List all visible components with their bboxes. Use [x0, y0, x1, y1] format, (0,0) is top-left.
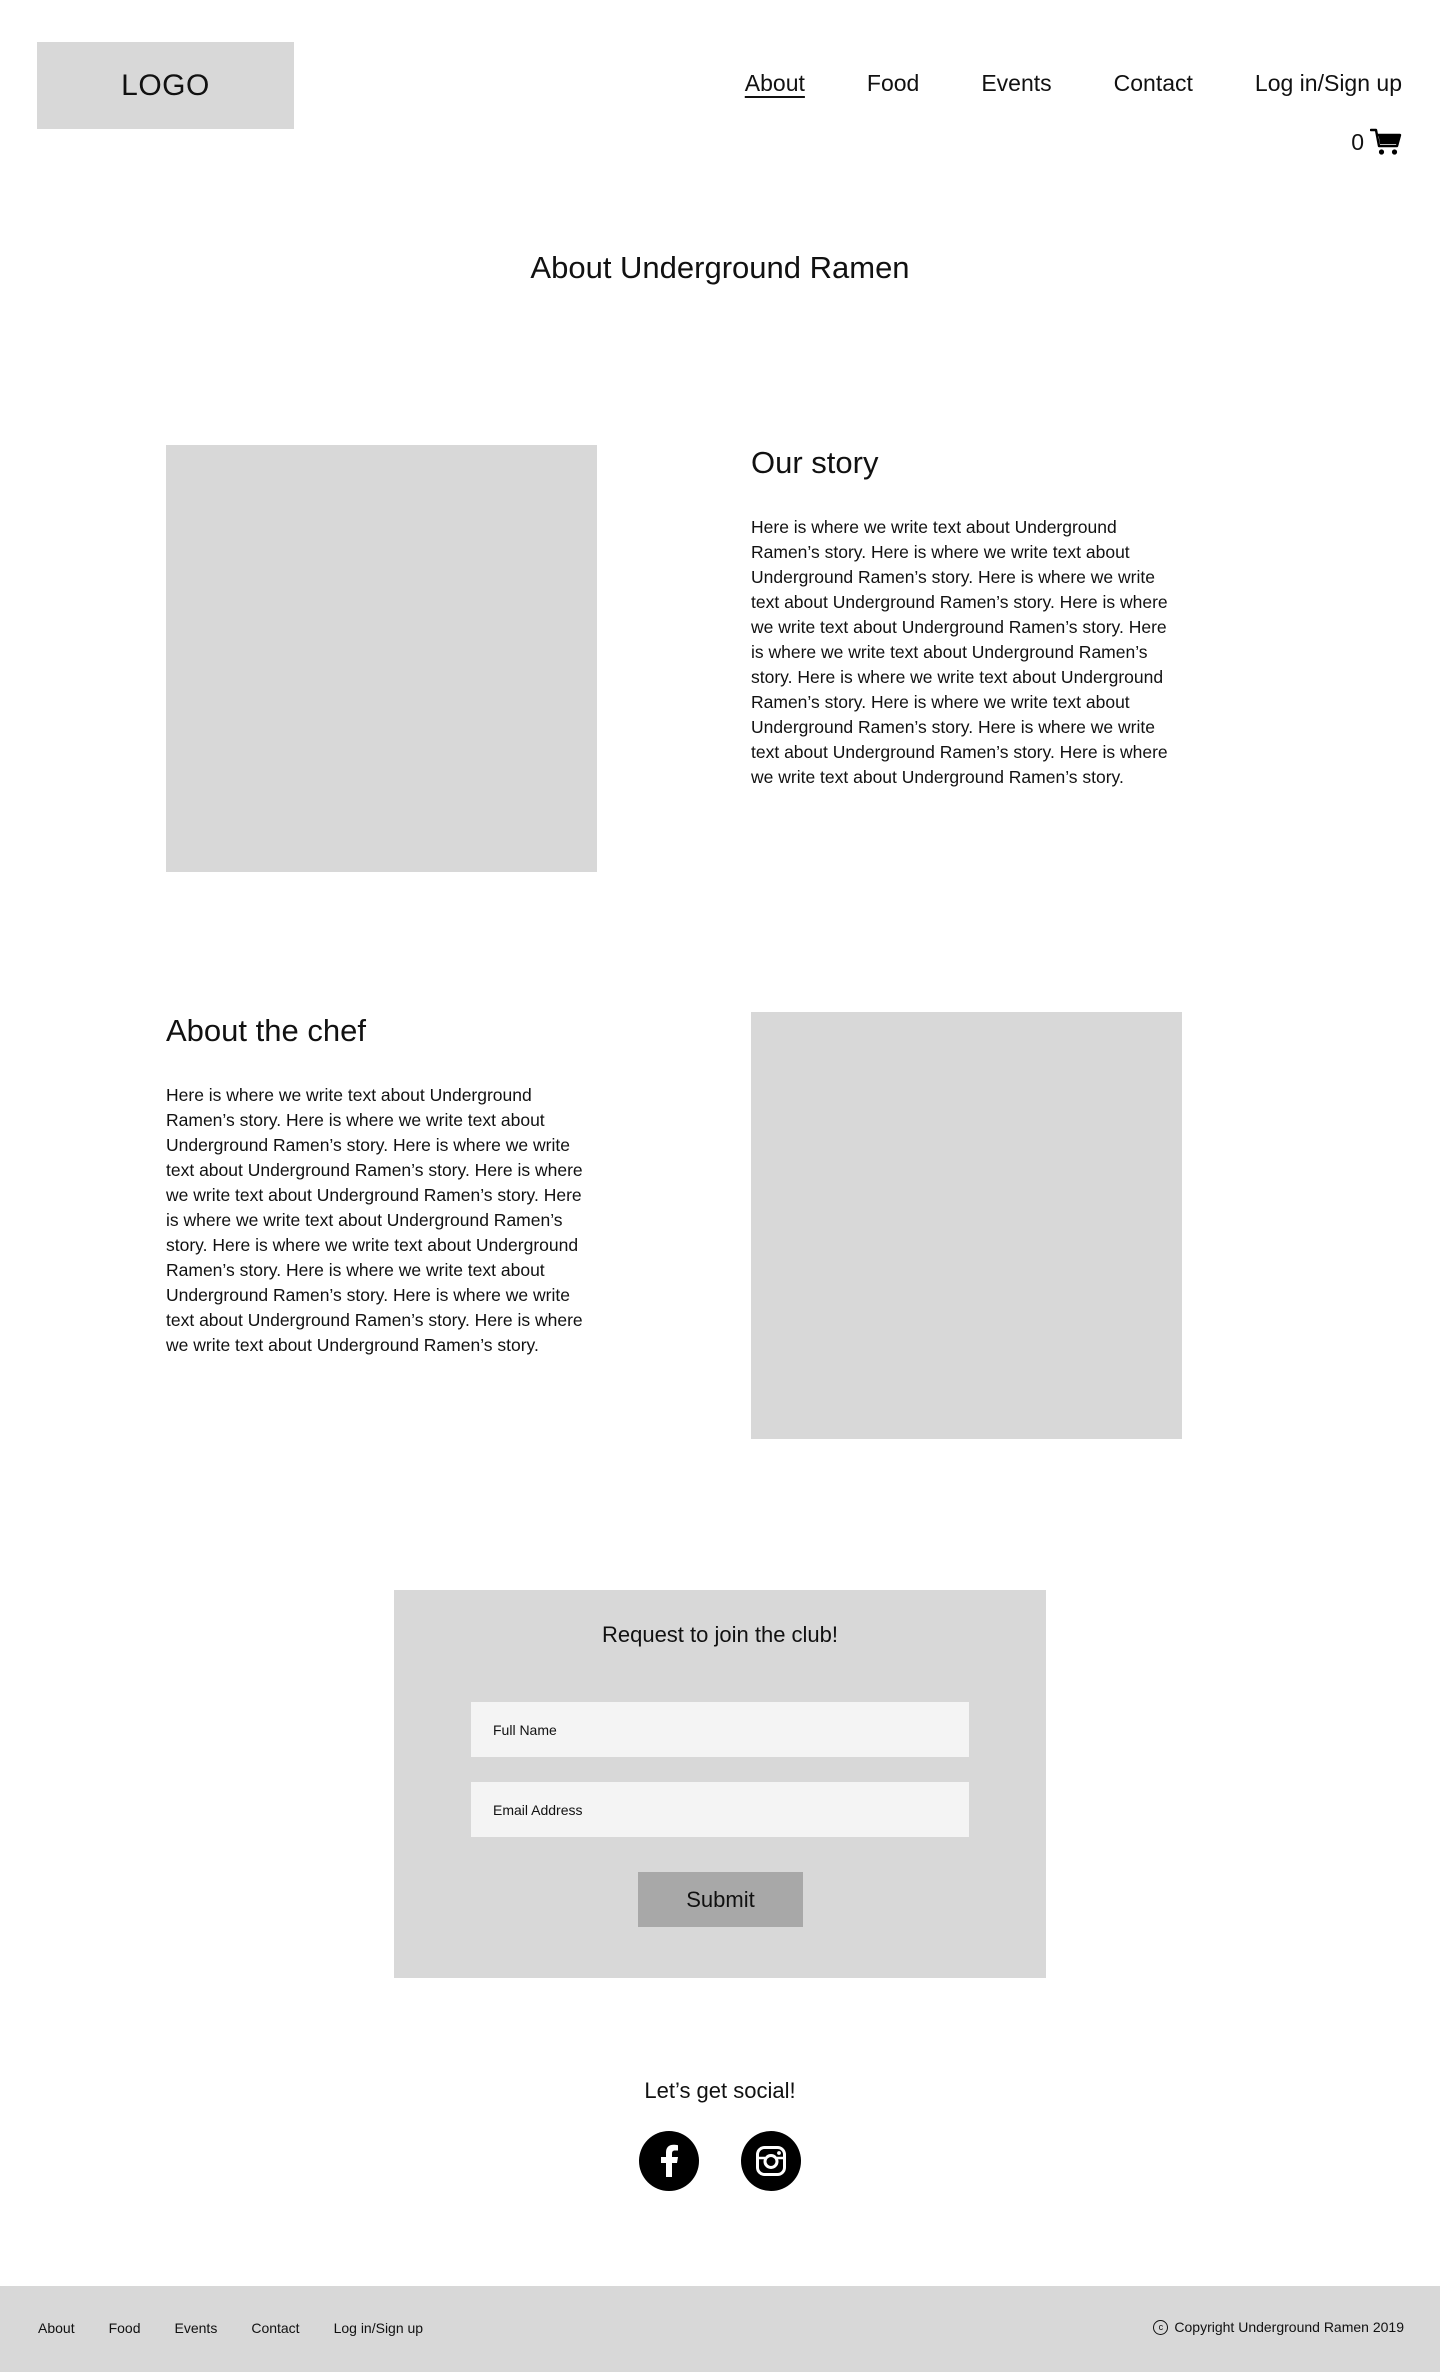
footer-nav-events[interactable]: Events — [174, 2320, 218, 2336]
footer-nav-about[interactable]: About — [38, 2320, 75, 2336]
copyright — [1153, 2319, 1404, 2335]
story-body: Here is where we write text about Underground Ramen’s story. Here is where we write text about Underground Ramen’s story. Here is where we write text about Underground Ramen’s story. Here is where we write text about Underground Ramen’s story. Here is where we write text about Underground Ramen’s story. Here is where we write text about Underground Ramen’s story. Here is where we write text about Underground Ramen’s story. Here is where we write text about Underground Ramen’s story. Here is where we write text about Underground Ramen’s story. — [751, 517, 1168, 787]
copyright-icon: c — [1153, 2320, 1168, 2335]
email-address-input[interactable] — [471, 1782, 969, 1837]
footer-nav — [38, 2320, 423, 2336]
story-section — [751, 445, 1181, 790]
footer-nav-food[interactable]: Food — [108, 2320, 141, 2336]
page-title: About Underground Ramen — [530, 250, 910, 285]
chef-heading: About the chef — [166, 1013, 366, 1048]
social-title: Let’s get social! — [644, 2078, 796, 2103]
footer-nav-login-signup[interactable]: Log in/Sign up — [333, 2320, 424, 2336]
main-nav — [745, 70, 1402, 97]
submit-button[interactable]: Submit — [638, 1872, 803, 1927]
chef-image-placeholder — [751, 1012, 1182, 1439]
nav-about[interactable]: About — [744, 70, 805, 96]
nav-contact[interactable]: Contact — [1113, 70, 1193, 96]
chef-section — [166, 1013, 596, 1358]
nav-login-signup[interactable]: Log in/Sign up — [1254, 70, 1402, 96]
copyright-text: Copyright Underground Ramen 2019 — [1174, 2319, 1404, 2335]
nav-food[interactable]: Food — [866, 70, 920, 96]
form-title: Request to join the club! — [601, 1622, 839, 1647]
chef-body: Here is where we write text about Underground Ramen’s story. Here is where we write text about Underground Ramen’s story. Here is where we write text about Underground Ramen’s story. Here is where we write text about Underground Ramen’s story. Here is where we write text about Underground Ramen’s story. Here is where we write text about Underground Ramen’s story. Here is where we write text about Underground Ramen’s story. Here is where we write text about Underground Ramen’s story. Here is where we write text about Underground Ramen’s story. — [166, 1085, 583, 1355]
instagram-icon[interactable] — [741, 2131, 801, 2191]
story-image-placeholder — [166, 445, 597, 872]
join-club-form — [394, 1590, 1046, 1978]
footer — [0, 2286, 1440, 2372]
logo[interactable]: LOGO — [37, 42, 294, 129]
full-name-input[interactable] — [471, 1702, 969, 1757]
cart-icon[interactable] — [1370, 128, 1402, 156]
nav-events[interactable]: Events — [981, 70, 1052, 96]
cart-count: 0 — [1351, 128, 1364, 155]
cart[interactable] — [1351, 128, 1402, 156]
story-heading: Our story — [751, 445, 879, 480]
facebook-icon[interactable] — [639, 2131, 699, 2191]
footer-nav-contact[interactable]: Contact — [251, 2320, 300, 2336]
